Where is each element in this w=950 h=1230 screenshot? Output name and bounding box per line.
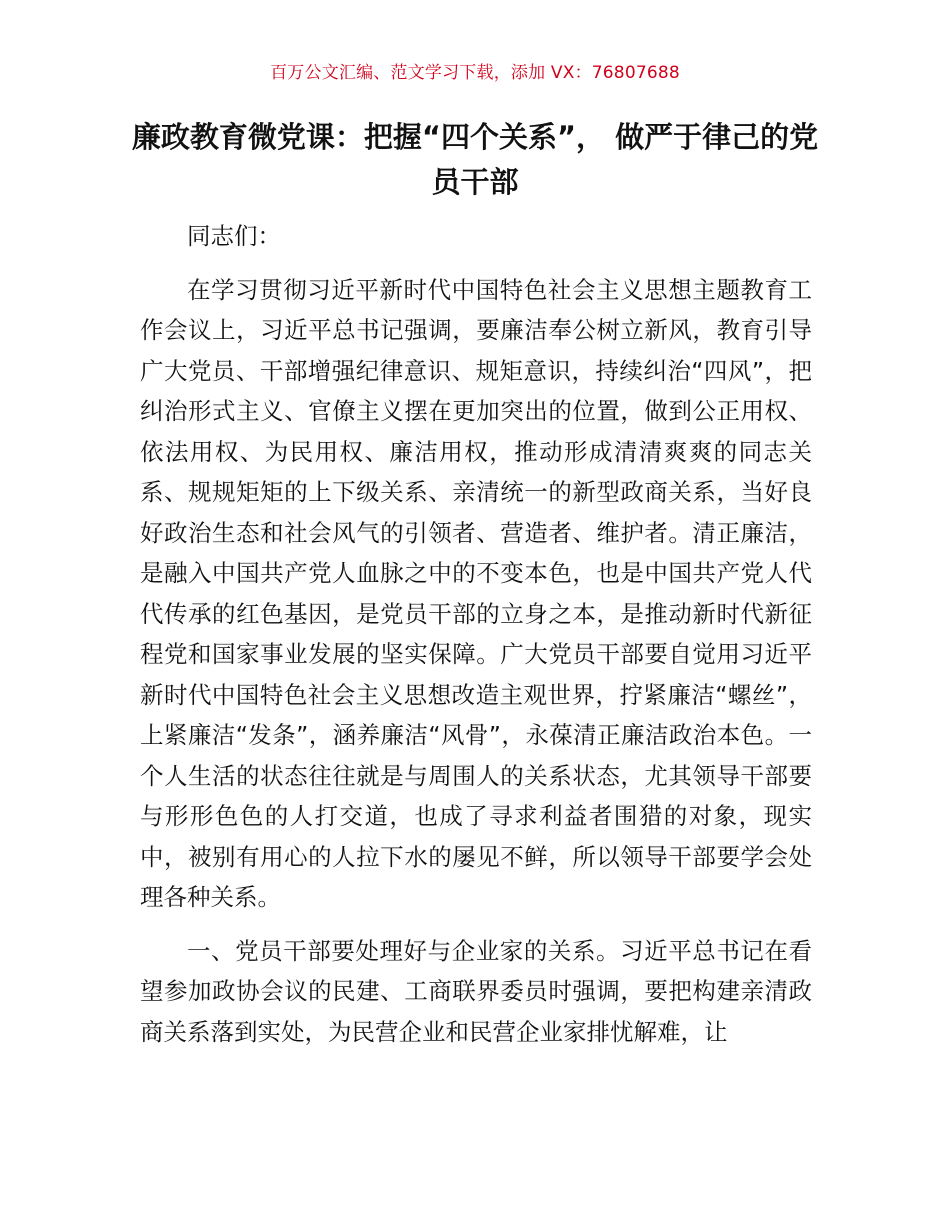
document-body: [140, 216, 812, 1052]
body-paragraph-1: 在学习贯彻习近平新时代中国特色社会主义思想主题教育工作会议上，习近平总书记强调，要廉洁奉公树立新风，教育引导广大党员、干部增强纪律意识、规矩意识，持续纠治“四风”，把纠治形式主义、官僚主义摆在更加突出的位置，做到公正用权、依法用权、为民用权、廉洁用权，推动形成清清爽爽的同志关系、规规矩矩的上下级关系、亲清统一的新型政商关系，当好良好政治生态和社会风气的引领者、营造者、维护者。清正廉洁，是融入中国共产党人血脉之中的不变本色，也是中国共产党人代代传承的红色基因，是党员干部的立身之本，是推动新时代新征程党和国家事业发展的坚实保障。广大党员干部要自觉用习近平新时代中国特色社会主义思想改造主观世界，拧紧廉洁“螺丝”，上紧廉洁“发条”，涵养廉洁“风骨”，永葆清正廉洁政治本色。一个人生活的状态往往就是与周围人的关系状态，尤其领导干部要与形形色色的人打交道，也成了寻求利益者围猎的对象，现实中，被别有用心的人拉下水的屡见不鲜，所以领导干部要学会处理各种关系。: [140, 275, 812, 911]
salutation: 同志们：: [187, 222, 281, 250]
header-promo-note: 百万公文汇编、范文学习下载，添加 VX：76807688: [270, 63, 680, 83]
document-title: 廉政教育微党课：把握“四个关系”， 做严于律己的党员干部: [131, 120, 819, 199]
body-paragraph-2: 一、党员干部要处理好与企业家的关系。习近平总书记在看望参加政协会议的民建、工商联界委员时强调，要把构建亲清政商关系落到实处，为民营企业和民营企业家排忧解难，让: [140, 936, 812, 1046]
